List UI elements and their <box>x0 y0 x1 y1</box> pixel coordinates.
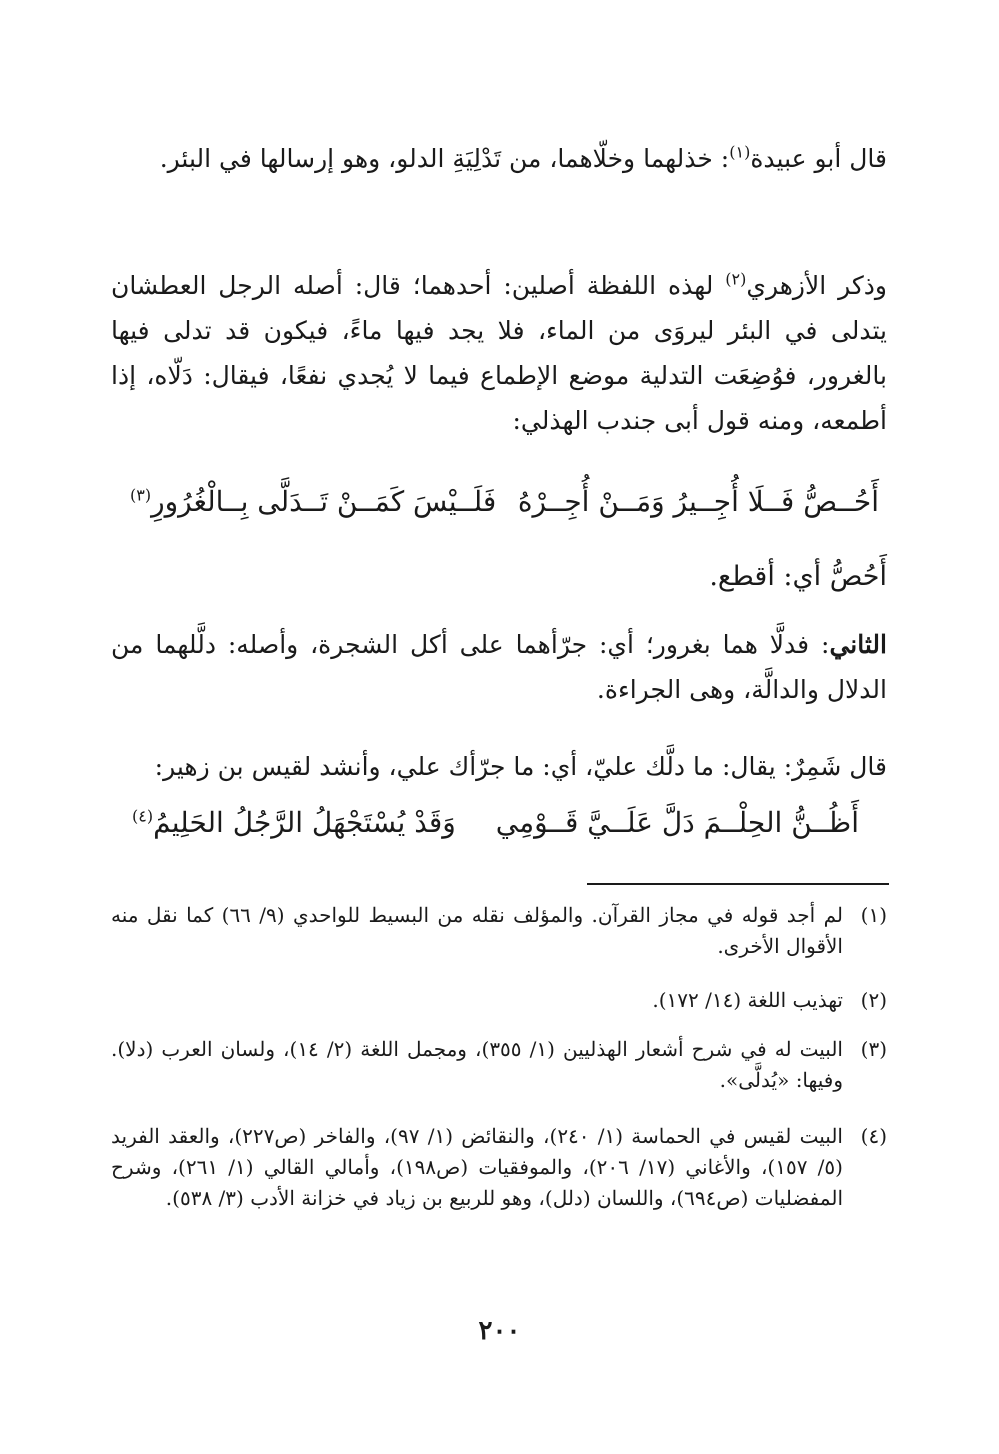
verse2-second-text: وَقَدْ يُسْتَجْهَلُ الرَّجُلُ الحَلِيمُ <box>153 806 456 839</box>
paragraph-shamir <box>111 744 887 789</box>
footnote-number: (٤) <box>860 1124 887 1148</box>
paragraph-azhari <box>111 263 887 443</box>
p2-text-start: وذكر الأزهري <box>746 271 887 300</box>
paragraph-abu-ubayda <box>111 136 887 181</box>
p3-lead: الثاني <box>829 630 887 659</box>
verse2-second-hemistich <box>132 806 456 839</box>
verse2-first-hemistich: أَظُــنُّ الحِلْــمَ دَلَّ عَلَــيَّ قَــوْمِي <box>495 806 859 839</box>
p2-text-end: لهذه اللفظة أصلين: أحدهما؛ قال: أصله الرجل العطشان يتدلى في البئر ليروَى من الماء، فلا يجد فيها ماءً، فيكون قد تدلى فيها بالغرور، فوُضِعَت التدلية موضع الإطماع فيما لا يُجدي نفعًا، فيقال: دَلّاه، إذا أطمعه، ومنه قول أبى جندب الهذلي: <box>111 271 887 435</box>
footnote-number: (١) <box>860 903 887 927</box>
footnote-text: تهذيب اللغة (١٤/ ١٧٢). <box>652 988 843 1012</box>
footnote-text: البيت له في شرح أشعار الهذليين (١/ ٣٥٥)، ومجمل اللغة (٢/ ١٤)، ولسان العرب (دلا). وفيها: «يُدلَّى». <box>111 1037 843 1092</box>
footnote-3 <box>111 1034 887 1096</box>
footnote-ref-2: (٢) <box>725 269 747 289</box>
footnote-2 <box>111 985 887 1016</box>
footnote-4 <box>111 1121 887 1214</box>
page-number: ٢٠٠ <box>478 1316 521 1346</box>
footnote-ref-1: (١) <box>729 142 751 162</box>
footnote-number: (٢) <box>860 988 887 1012</box>
footnote-ref-4: (٤) <box>132 806 154 826</box>
gloss-ahussu <box>111 554 887 599</box>
p1-text-end: : خذلهما وخلّاهما، من تَدْلِيَةِ الدلو، وهو إرسالها في البئر. <box>159 144 730 173</box>
verse1-second-hemistich <box>130 485 496 518</box>
paragraph-second-origin <box>111 622 887 712</box>
verse1-second-text: فَلَــيْسَ كَمَــنْ تَــدَلَّى بِــالْغُرُورِ <box>151 485 497 518</box>
p1-text-start: قال أبو عبيدة <box>750 144 887 173</box>
footnote-number: (٣) <box>860 1037 887 1061</box>
p4-text: قال شَمِرٌ: يقال: ما دلَّك عليّ، أي: ما جرّأك علي، وأنشد لقيس بن زهير: <box>154 752 887 781</box>
footnote-text: البيت لقيس في الحماسة (١/ ٢٤٠)، والنقائض (١/ ٩٧)، والفاخر (ص٢٢٧)، والعقد الفريد (٥/ ١٥٧)، والأغاني (١٧/ ٢٠٦)، والموفقيات (ص١٩٨)، وأمالي القالي (١/ ٢٦١)، وشرح المفضليات (ص٦٩٤)، واللسان (دلل)، وهو للربيع بن زياد في خزانة الأدب (٣/ ٥٣٨). <box>111 1124 843 1210</box>
footnote-ref-3: (٣) <box>130 485 152 505</box>
footnote-1 <box>111 900 887 962</box>
footnote-separator <box>587 883 889 885</box>
footnote-text: لم أجد قوله في مجاز القرآن. والمؤلف نقله من البسيط للواحدي (٩/ ٦٦) كما نقل منه الأقوال الأخرى. <box>111 903 843 958</box>
verse1-first-hemistich: أَحُــصُّ فَــلَا أُجِــيرُ وَمَــنْ أُجِــرْهُ <box>517 485 879 518</box>
p3-text: : فدلَّا هما بغرور؛ أي: جرّأهما على أكل الشجرة، وأصله: دلَّلهما من الدلال والدالَّة، وهى الجراءة. <box>111 630 887 704</box>
gloss-text: أَحُصُّ أي: أقطع. <box>709 561 887 592</box>
